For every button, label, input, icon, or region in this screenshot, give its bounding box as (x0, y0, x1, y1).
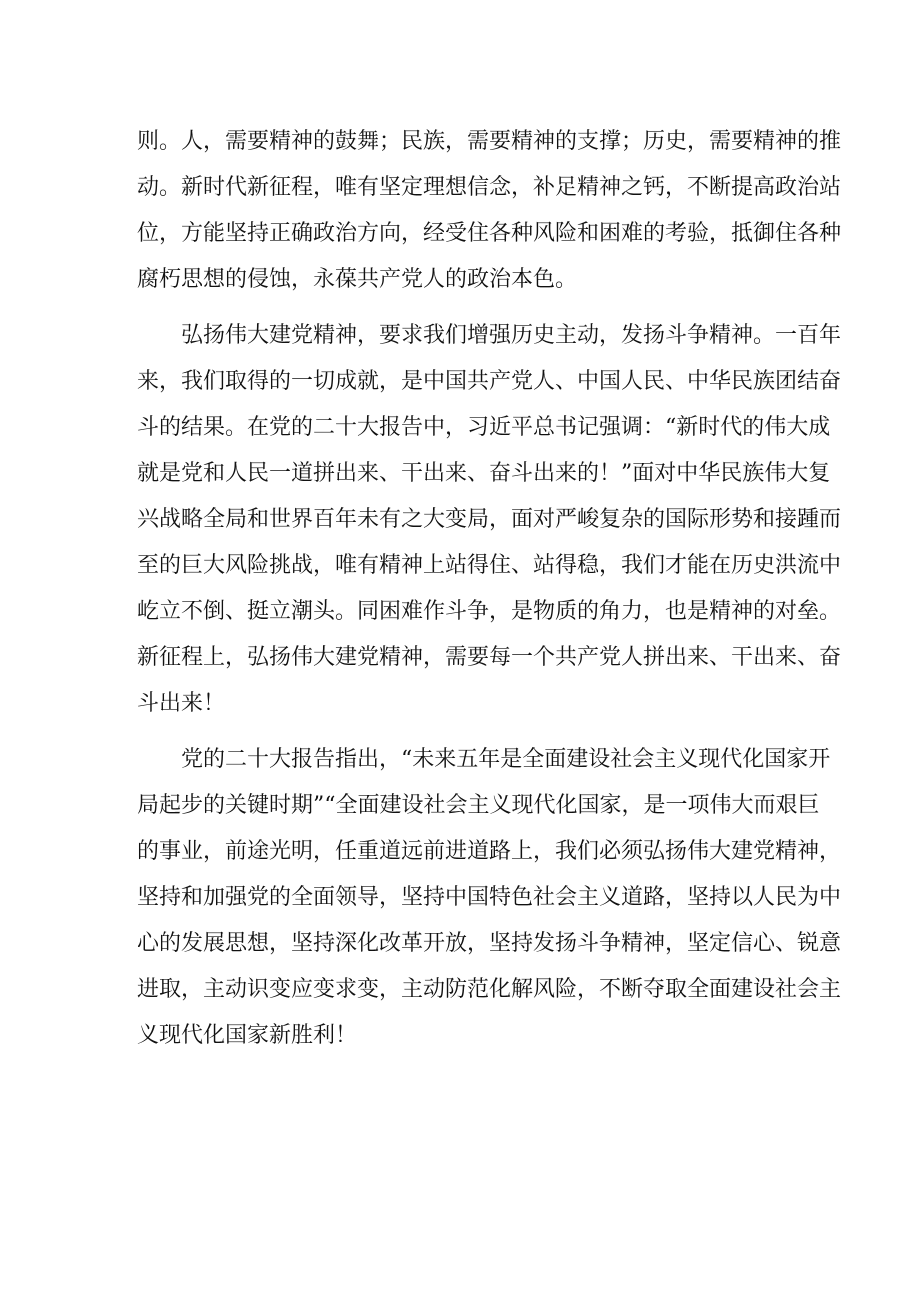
document-body (137, 119, 842, 1059)
text-line: 屹立不倒、挺立潮头。同困难作斗争，是物质的角力，也是精神的对垒。 (137, 599, 842, 624)
paragraph-gap (137, 303, 799, 313)
paragraph-3 (137, 737, 842, 1059)
text-line: 的事业，前途光明，任重道远前进道路上，我们必须弘扬伟大建党精神， (137, 839, 842, 864)
paragraph-gap (137, 727, 799, 737)
text-line: 腐朽思想的侵蚀，永葆共产党人的政治本色。 (137, 267, 578, 292)
text-line: 心的发展思想，坚持深化改革开放，坚持发扬斗争精神，坚定信心、锐意 (137, 931, 842, 956)
text-line: 兴战略全局和世界百年未有之大变局，面对严峻复杂的国际形势和接踵而 (137, 507, 842, 532)
text-line: 就是党和人民一道拼出来、干出来、奋斗出来的！”面对中华民族伟大复 (137, 461, 831, 486)
text-line: 位，方能坚持正确政治方向，经受住各种风险和困难的考验，抵御住各种 (137, 221, 842, 246)
text-line: 来，我们取得的一切成就，是中国共产党人、中国人民、中华民族团结奋 (137, 369, 842, 394)
text-line: 至的巨大风险挑战，唯有精神上站得住、站得稳，我们才能在历史洪流中 (137, 553, 842, 578)
text-line: 则。人，需要精神的鼓舞；民族，需要精神的支撑；历史，需要精神的推 (137, 129, 842, 154)
text-line: 斗的结果。在党的二十大报告中，习近平总书记强调：“新时代的伟大成 (137, 415, 831, 440)
text-line: 斗出来！ (137, 691, 226, 716)
text-line: 动。新时代新征程，唯有坚定理想信念，补足精神之钙，不断提高政治站 (137, 175, 842, 200)
paragraph-1 (137, 119, 842, 303)
text-line: 义现代化国家新胜利！ (137, 1023, 358, 1048)
text-line: 坚持和加强党的全面领导，坚持中国特色社会主义道路，坚持以人民为中 (137, 885, 842, 910)
text-line: 弘扬伟大建党精神，要求我们增强历史主动，发扬斗争精神。一百年 (137, 323, 842, 348)
text-line: 党的二十大报告指出，“未来五年是全面建设社会主义现代化国家开 (137, 747, 831, 772)
text-line: 新征程上，弘扬伟大建党精神，需要每一个共产党人拼出来、干出来、奋 (137, 645, 842, 670)
text-line: 进取，主动识变应变求变，主动防范化解风险，不断夺取全面建设社会主 (137, 977, 842, 1002)
paragraph-2 (137, 313, 842, 727)
text-line: 局起步的关键时期”“全面建设社会主义现代化国家，是一项伟大而艰巨 (137, 793, 820, 818)
